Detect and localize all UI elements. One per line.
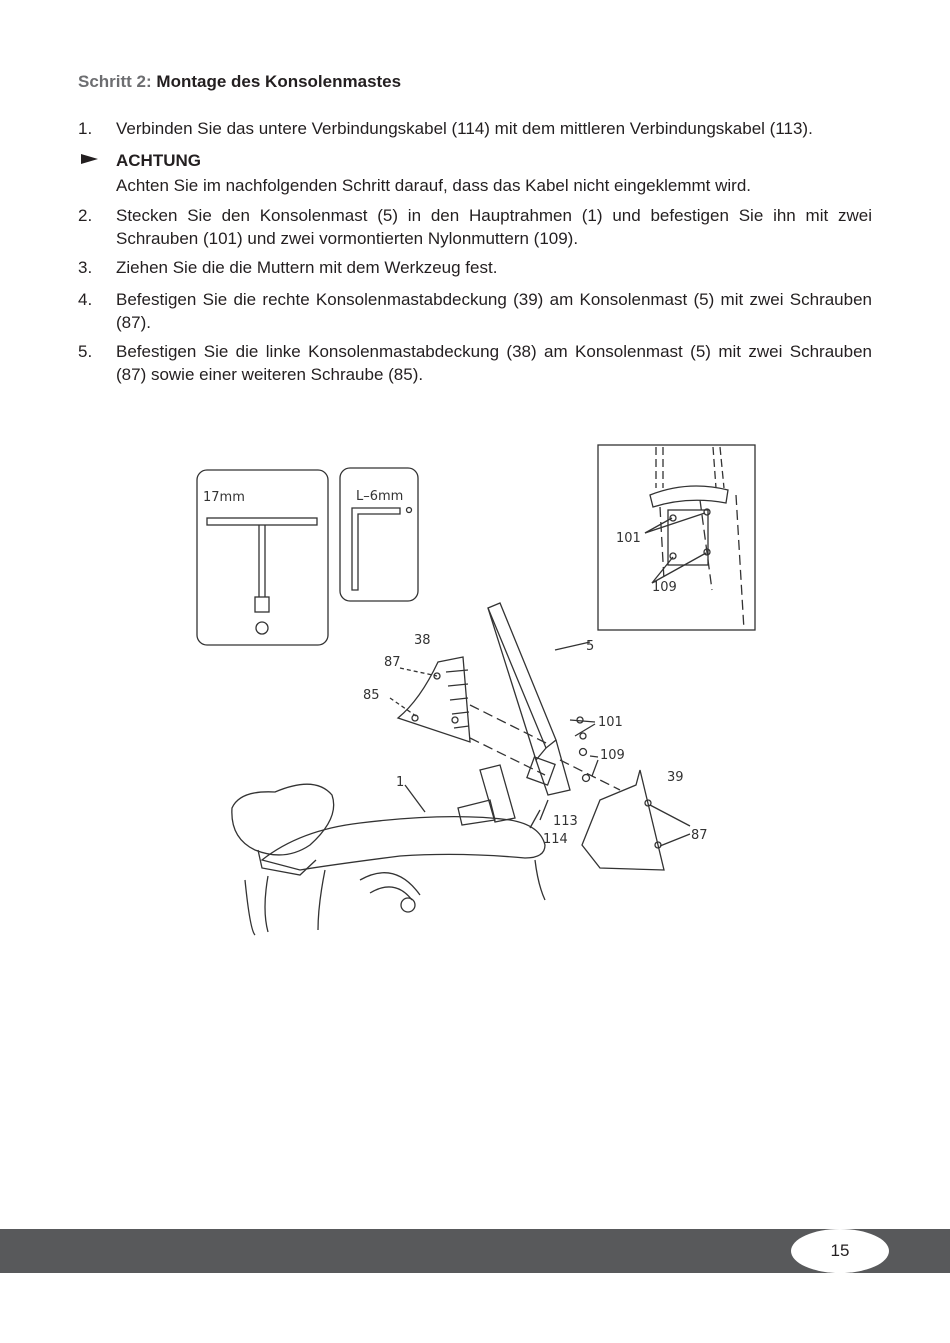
step-number: 1. <box>78 119 93 138</box>
tool-17mm-label: 17mm <box>203 490 245 505</box>
tool-allen-label: L–6mm <box>356 489 404 504</box>
part-label-1: 1 <box>396 775 405 790</box>
detail-nut-label: 109 <box>652 580 677 595</box>
warning-text: Achten Sie im nachfolgenden Schritt darauf, dass das Kabel nicht eingeklemmt wird. <box>116 176 752 195</box>
allen-key-tool-box <box>340 468 418 601</box>
step-text: Stecken Sie den Konsolenmast (5) in den Hauptrahmen (1) und befestigen Sie ihn mit zwei Schrauben (101) und zwei vormontierten Nylonmuttern (109). <box>116 206 872 248</box>
step-number: 4. <box>78 290 93 309</box>
part-label-113: 113 <box>553 814 578 829</box>
part-label-38: 38 <box>414 633 431 648</box>
step-text: Befestigen Sie die rechte Konsolenmastabdeckung (39) am Konsolenmast (5) mit zwei Schrauben (87). <box>116 290 872 332</box>
left-cover <box>390 657 550 775</box>
part-label-87-left: 87 <box>384 655 401 670</box>
detail-screw-label: 101 <box>616 531 641 546</box>
part-label-114: 114 <box>543 832 568 847</box>
step-number: 3. <box>78 258 93 277</box>
part-label-87-right: 87 <box>691 828 708 843</box>
main-frame <box>245 765 545 935</box>
part-label-39: 39 <box>667 770 684 785</box>
step-heading-title: Montage des Konsolenmastes <box>156 72 402 91</box>
warning-title: ACHTUNG <box>116 151 201 170</box>
console-mast <box>488 603 590 795</box>
step-number: 2. <box>78 206 93 225</box>
part-label-101: 101 <box>598 715 623 730</box>
step-text: Verbinden Sie das untere Verbindungskabel (114) mit dem mittleren Verbindungskabel (113). <box>116 119 813 138</box>
part-label-5: 5 <box>586 639 595 654</box>
page-number: 15 <box>791 1229 889 1273</box>
step-heading-prefix: Schritt 2: <box>78 72 152 91</box>
step-number: 5. <box>78 342 93 361</box>
step-text: Ziehen Sie die die Muttern mit dem Werkzeug fest. <box>116 258 498 277</box>
part-label-109: 109 <box>600 748 625 763</box>
step-text: Befestigen Sie die linke Konsolenmastabdeckung (38) am Konsolenmast (5) mit zwei Schrauben (87) sowie einer weiteren Schraube (85). <box>116 342 872 384</box>
part-label-85: 85 <box>363 688 380 703</box>
saddle <box>232 784 334 875</box>
